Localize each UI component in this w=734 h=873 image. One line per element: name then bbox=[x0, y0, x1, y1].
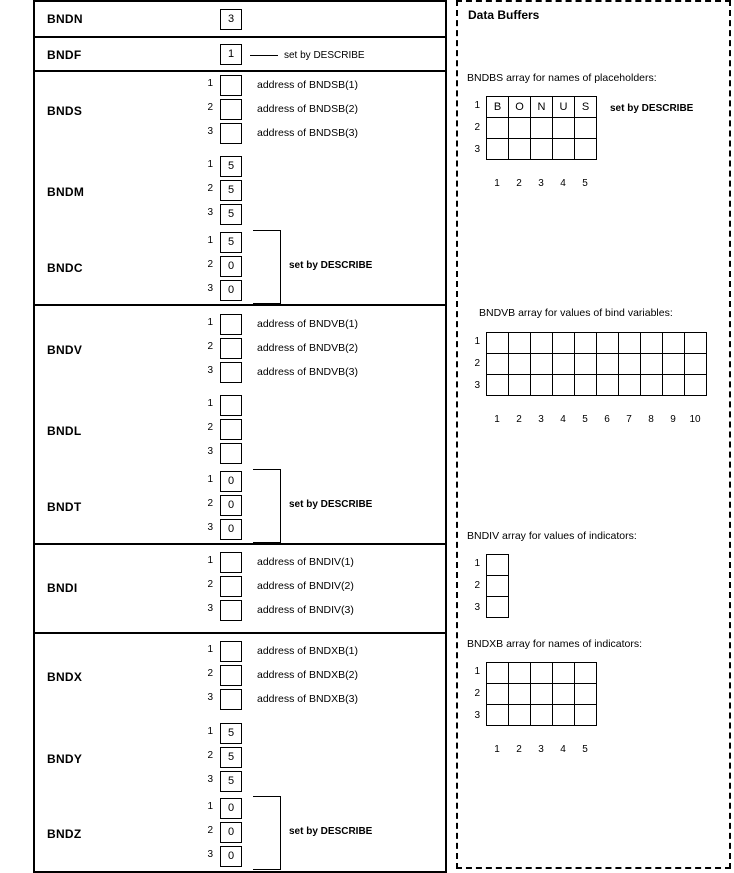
bndz-index-3: 3 bbox=[207, 849, 213, 860]
bndm-index-3: 3 bbox=[207, 207, 213, 218]
bnds-cell-1 bbox=[220, 75, 242, 96]
bndvb-cell-3-5 bbox=[575, 375, 597, 396]
bndm-index-2: 2 bbox=[207, 183, 213, 194]
bndi-note-1: address of BNDIV(1) bbox=[257, 556, 354, 568]
bndbs-col-label-5: 5 bbox=[582, 178, 588, 189]
bndxb-cell-3-4 bbox=[553, 705, 575, 726]
bndt-cell-1: 0 bbox=[220, 471, 242, 492]
bndy-index-2: 2 bbox=[207, 750, 213, 761]
bndv-group bbox=[35, 306, 445, 545]
bndl-cell-1 bbox=[220, 395, 242, 416]
bndx-cell-1 bbox=[220, 641, 242, 662]
bndxb-col-label-4: 4 bbox=[560, 744, 566, 755]
bndvb-cell-1-3 bbox=[531, 333, 553, 354]
bndxb-col-label-2: 2 bbox=[516, 744, 522, 755]
bndm-label: BNDM bbox=[47, 185, 85, 199]
bndvb-cell-3-6 bbox=[597, 375, 619, 396]
bndm-index-1: 1 bbox=[207, 159, 213, 170]
bndi-label: BNDI bbox=[47, 581, 78, 595]
bndi-cell-2 bbox=[220, 576, 242, 597]
table-row bbox=[487, 97, 597, 118]
bndz-label: BNDZ bbox=[47, 827, 82, 841]
bndvb-cell-3-8 bbox=[641, 375, 663, 396]
bndxb-cell-1-4 bbox=[553, 663, 575, 684]
bndvb-col-label-3: 3 bbox=[538, 414, 544, 425]
bndc-describe-note: set by DESCRIBE bbox=[289, 260, 373, 271]
bndvb-cell-2-10 bbox=[685, 354, 707, 375]
bndvb-cell-2-8 bbox=[641, 354, 663, 375]
table-row bbox=[487, 555, 509, 576]
bndv-index-3: 3 bbox=[207, 365, 213, 376]
bndc-cell-2: 0 bbox=[220, 256, 242, 277]
bndvb-col-label-5: 5 bbox=[582, 414, 588, 425]
bndm-cell-1: 5 bbox=[220, 156, 242, 177]
bndl-index-3: 3 bbox=[207, 446, 213, 457]
bndc-cell-3: 0 bbox=[220, 280, 242, 301]
bndvb-col-label-4: 4 bbox=[560, 414, 566, 425]
bnds-note-3: address of BNDSB(3) bbox=[257, 127, 358, 139]
bndxb-cell-2-5 bbox=[575, 684, 597, 705]
bnds-label: BNDS bbox=[47, 104, 83, 118]
bndl-index-1: 1 bbox=[207, 398, 213, 409]
bndbs-col-label-3: 3 bbox=[538, 178, 544, 189]
table-row bbox=[487, 705, 597, 726]
bndvb-cell-1-2 bbox=[509, 333, 531, 354]
bndxb-cell-1-1 bbox=[487, 663, 509, 684]
bndiv-caption: BNDIV array for values of indicators: bbox=[467, 530, 637, 542]
table-row bbox=[487, 375, 707, 396]
bndxb-col-label-1: 1 bbox=[494, 744, 500, 755]
bndvb-cell-2-1 bbox=[487, 354, 509, 375]
bndbs-cell-3-4 bbox=[553, 139, 575, 160]
bndi-note-3: address of BNDIV(3) bbox=[257, 604, 354, 616]
table-row bbox=[487, 354, 707, 375]
bndm-cell-2: 5 bbox=[220, 180, 242, 201]
bndv-index-1: 1 bbox=[207, 317, 213, 328]
bndvb-cell-1-7 bbox=[619, 333, 641, 354]
bndbs-row-label-3: 3 bbox=[474, 144, 480, 155]
bndy-cell-2: 5 bbox=[220, 747, 242, 768]
bndc-cell-1: 5 bbox=[220, 232, 242, 253]
bndx-index-2: 2 bbox=[207, 668, 213, 679]
table-row bbox=[487, 139, 597, 160]
bndxb-row-label-1: 1 bbox=[474, 666, 480, 677]
bndx-label: BNDX bbox=[47, 670, 83, 684]
bndxb-cell-3-2 bbox=[509, 705, 531, 726]
bndvb-cell-2-3 bbox=[531, 354, 553, 375]
bndbs-cell-3-1 bbox=[487, 139, 509, 160]
bndvb-cell-2-6 bbox=[597, 354, 619, 375]
bndxb-col-label-3: 3 bbox=[538, 744, 544, 755]
bndt-cell-3: 0 bbox=[220, 519, 242, 540]
bnds-index-1: 1 bbox=[207, 78, 213, 89]
bndbs-cell-3-2 bbox=[509, 139, 531, 160]
bndvb-cell-1-8 bbox=[641, 333, 663, 354]
bndvb-col-label-10: 10 bbox=[689, 414, 701, 425]
bndbs-cell-2-1 bbox=[487, 118, 509, 139]
bndxb-cell-1-5 bbox=[575, 663, 597, 684]
bndbs-col-label-1: 1 bbox=[494, 178, 500, 189]
bndxb-caption: BNDXB array for names of indicators: bbox=[467, 638, 643, 650]
bndvb-cell-1-9 bbox=[663, 333, 685, 354]
bndn-label: BNDN bbox=[47, 12, 83, 26]
bndf-leader-line bbox=[250, 55, 278, 56]
bndc-index-2: 2 bbox=[207, 259, 213, 270]
bndy-index-1: 1 bbox=[207, 726, 213, 737]
bndiv-row-label-3: 3 bbox=[474, 602, 480, 613]
bndvb-cell-3-9 bbox=[663, 375, 685, 396]
bndbs-grid bbox=[486, 96, 597, 160]
bndx-group bbox=[35, 634, 445, 871]
bndiv-cell-2-1 bbox=[487, 576, 509, 597]
bndt-label: BNDT bbox=[47, 500, 82, 514]
bndl-index-2: 2 bbox=[207, 422, 213, 433]
bndvb-cell-2-9 bbox=[663, 354, 685, 375]
table-row bbox=[487, 597, 509, 618]
bndvb-cell-2-5 bbox=[575, 354, 597, 375]
bndx-index-3: 3 bbox=[207, 692, 213, 703]
table-row bbox=[487, 333, 707, 354]
bndbs-row-label-2: 2 bbox=[474, 122, 480, 133]
bndl-cell-2 bbox=[220, 419, 242, 440]
bndvb-cell-1-4 bbox=[553, 333, 575, 354]
bndv-cell-2 bbox=[220, 338, 242, 359]
bndi-index-1: 1 bbox=[207, 555, 213, 566]
bndz-index-1: 1 bbox=[207, 801, 213, 812]
bndvb-cell-3-2 bbox=[509, 375, 531, 396]
bndbs-cell-1-3: N bbox=[531, 97, 553, 118]
bndy-label: BNDY bbox=[47, 752, 83, 766]
table-row bbox=[487, 118, 597, 139]
bind-descriptor-panel bbox=[33, 0, 447, 873]
bndvb-cell-3-1 bbox=[487, 375, 509, 396]
bndy-index-3: 3 bbox=[207, 774, 213, 785]
bndbs-cell-1-1: B bbox=[487, 97, 509, 118]
bndv-cell-3 bbox=[220, 362, 242, 383]
bndvb-col-label-9: 9 bbox=[670, 414, 676, 425]
bndv-index-2: 2 bbox=[207, 341, 213, 352]
bndbs-cell-3-5 bbox=[575, 139, 597, 160]
bndvb-cell-1-1 bbox=[487, 333, 509, 354]
data-buffers-title: Data Buffers bbox=[468, 8, 540, 22]
bndvb-col-label-8: 8 bbox=[648, 414, 654, 425]
bndbs-cell-1-4: U bbox=[553, 97, 575, 118]
bndvb-col-label-1: 1 bbox=[494, 414, 500, 425]
bndf-group bbox=[35, 38, 445, 72]
bnds-note-2: address of BNDSB(2) bbox=[257, 103, 358, 115]
table-row bbox=[487, 663, 597, 684]
bndf-value: 1 bbox=[220, 44, 242, 65]
bndz-brace bbox=[253, 796, 281, 870]
bndx-cell-2 bbox=[220, 665, 242, 686]
bndt-brace bbox=[253, 469, 281, 543]
bndv-note-2: address of BNDVB(2) bbox=[257, 342, 358, 354]
bndbs-cell-2-2 bbox=[509, 118, 531, 139]
bnds-group bbox=[35, 72, 445, 306]
bndt-describe-note: set by DESCRIBE bbox=[289, 499, 373, 510]
bndvb-grid bbox=[486, 332, 707, 396]
bndi-cell-1 bbox=[220, 552, 242, 573]
bndi-note-2: address of BNDIV(2) bbox=[257, 580, 354, 592]
bndz-describe-note: set by DESCRIBE bbox=[289, 826, 373, 837]
bndbs-cell-2-5 bbox=[575, 118, 597, 139]
bndbs-describe-note: set by DESCRIBE bbox=[610, 103, 694, 114]
bndxb-cell-3-1 bbox=[487, 705, 509, 726]
bndvb-cell-3-4 bbox=[553, 375, 575, 396]
bndv-cell-1 bbox=[220, 314, 242, 335]
bndxb-row-label-2: 2 bbox=[474, 688, 480, 699]
bndxb-cell-2-2 bbox=[509, 684, 531, 705]
bndbs-caption: BNDBS array for names of placeholders: bbox=[467, 72, 657, 84]
bndxb-row-label-3: 3 bbox=[474, 710, 480, 721]
bndxb-col-label-5: 5 bbox=[582, 744, 588, 755]
bndvb-col-label-7: 7 bbox=[626, 414, 632, 425]
bndvb-cell-1-10 bbox=[685, 333, 707, 354]
bndvb-cell-1-5 bbox=[575, 333, 597, 354]
bndbs-col-label-4: 4 bbox=[560, 178, 566, 189]
bndbs-cell-1-2: O bbox=[509, 97, 531, 118]
data-buffers-panel bbox=[456, 0, 731, 869]
bndxb-cell-2-3 bbox=[531, 684, 553, 705]
bndc-brace bbox=[253, 230, 281, 304]
bndx-index-1: 1 bbox=[207, 644, 213, 655]
bndvb-col-label-6: 6 bbox=[604, 414, 610, 425]
bndxb-grid bbox=[486, 662, 597, 726]
bndv-note-1: address of BNDVB(1) bbox=[257, 318, 358, 330]
bndxb-cell-3-3 bbox=[531, 705, 553, 726]
bndiv-row-label-1: 1 bbox=[474, 558, 480, 569]
bnds-index-2: 2 bbox=[207, 102, 213, 113]
bnds-cell-3 bbox=[220, 123, 242, 144]
bndz-index-2: 2 bbox=[207, 825, 213, 836]
bndiv-cell-1-1 bbox=[487, 555, 509, 576]
bndxb-cell-1-2 bbox=[509, 663, 531, 684]
bndiv-grid bbox=[486, 554, 509, 618]
bndi-index-2: 2 bbox=[207, 579, 213, 590]
bndbs-row-label-1: 1 bbox=[474, 100, 480, 111]
bndi-index-3: 3 bbox=[207, 603, 213, 614]
bndvb-row-label-1: 1 bbox=[474, 336, 480, 347]
bndvb-row-label-3: 3 bbox=[474, 380, 480, 391]
bndbs-cell-2-3 bbox=[531, 118, 553, 139]
bndvb-row-label-2: 2 bbox=[474, 358, 480, 369]
bndvb-caption: BNDVB array for values of bind variables: bbox=[479, 307, 673, 319]
bndz-cell-1: 0 bbox=[220, 798, 242, 819]
bnds-note-1: address of BNDSB(1) bbox=[257, 79, 358, 91]
bndvb-cell-2-2 bbox=[509, 354, 531, 375]
bndbs-col-label-2: 2 bbox=[516, 178, 522, 189]
bnds-cell-2 bbox=[220, 99, 242, 120]
bndbs-cell-2-4 bbox=[553, 118, 575, 139]
bndc-index-3: 3 bbox=[207, 283, 213, 294]
bndn-value: 3 bbox=[220, 9, 242, 30]
bnds-index-3: 3 bbox=[207, 126, 213, 137]
bndz-cell-2: 0 bbox=[220, 822, 242, 843]
bndn-group bbox=[35, 2, 445, 38]
table-row bbox=[487, 576, 509, 597]
bndvb-cell-3-7 bbox=[619, 375, 641, 396]
bndf-label: BNDF bbox=[47, 48, 82, 62]
bndvb-cell-3-10 bbox=[685, 375, 707, 396]
bndf-describe-note: set by DESCRIBE bbox=[284, 50, 365, 61]
bndiv-cell-3-1 bbox=[487, 597, 509, 618]
bndy-cell-3: 5 bbox=[220, 771, 242, 792]
bndc-label: BNDC bbox=[47, 261, 83, 275]
bndxb-cell-2-1 bbox=[487, 684, 509, 705]
bndv-label: BNDV bbox=[47, 343, 83, 357]
bndvb-cell-2-7 bbox=[619, 354, 641, 375]
bndiv-row-label-2: 2 bbox=[474, 580, 480, 591]
bndv-note-3: address of BNDVB(3) bbox=[257, 366, 358, 378]
bndx-cell-3 bbox=[220, 689, 242, 710]
bndt-cell-2: 0 bbox=[220, 495, 242, 516]
bndt-index-3: 3 bbox=[207, 522, 213, 533]
bndi-cell-3 bbox=[220, 600, 242, 621]
bndxb-cell-2-4 bbox=[553, 684, 575, 705]
bndi-group bbox=[35, 545, 445, 634]
bndl-label: BNDL bbox=[47, 424, 82, 438]
bndvb-cell-3-3 bbox=[531, 375, 553, 396]
bndt-index-1: 1 bbox=[207, 474, 213, 485]
bndvb-cell-2-4 bbox=[553, 354, 575, 375]
bndx-note-1: address of BNDXB(1) bbox=[257, 645, 358, 657]
bndz-cell-3: 0 bbox=[220, 846, 242, 867]
bndx-note-3: address of BNDXB(3) bbox=[257, 693, 358, 705]
bndt-index-2: 2 bbox=[207, 498, 213, 509]
bndl-cell-3 bbox=[220, 443, 242, 464]
bndbs-cell-1-5: S bbox=[575, 97, 597, 118]
bndy-cell-1: 5 bbox=[220, 723, 242, 744]
table-row bbox=[487, 684, 597, 705]
bndvb-cell-1-6 bbox=[597, 333, 619, 354]
bndvb-col-label-2: 2 bbox=[516, 414, 522, 425]
bndc-index-1: 1 bbox=[207, 235, 213, 246]
bndx-note-2: address of BNDXB(2) bbox=[257, 669, 358, 681]
bndm-cell-3: 5 bbox=[220, 204, 242, 225]
bndxb-cell-3-5 bbox=[575, 705, 597, 726]
bndxb-cell-1-3 bbox=[531, 663, 553, 684]
bndbs-cell-3-3 bbox=[531, 139, 553, 160]
